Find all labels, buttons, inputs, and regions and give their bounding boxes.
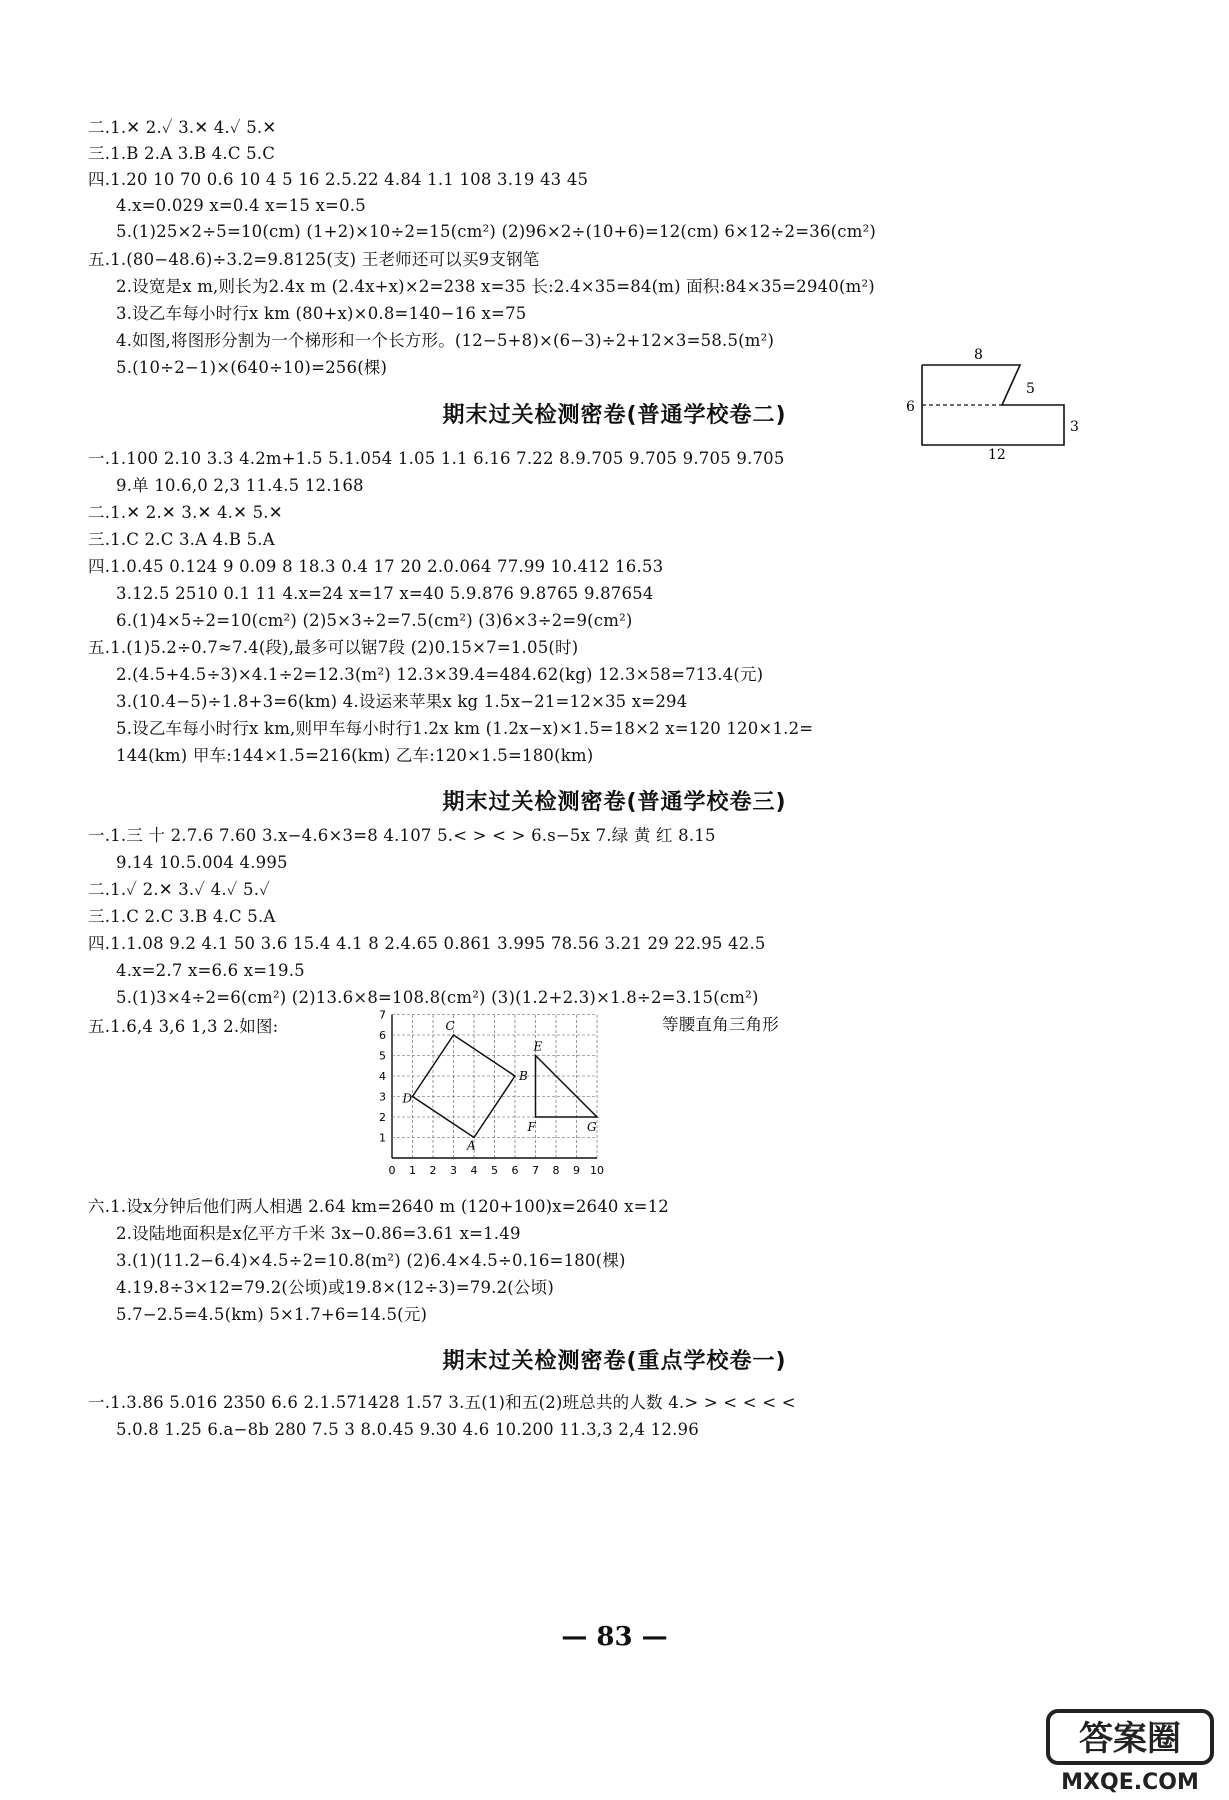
s1-line-7: 2.设宽是x m,则长为2.4x m (2.4x+x)×2=238 x=35 长:2.4×35=84(m) 面积:84×35=2940(m²)	[116, 277, 875, 296]
section-title-3: 期末过关检测密卷(普通学校卷三)	[442, 790, 787, 815]
s3-line-11: 3.(1)(11.2−6.4)×4.5÷2=10.8(m²) (2)6.4×4.5÷0.16=180(棵)	[116, 1251, 626, 1270]
s4-line-2: 5.0.8 1.25 6.a−8b 280 7.5 3 8.0.45 9.30 4.6 10.200 11.3,3 2,4 12.96	[116, 1420, 699, 1439]
point-label: E	[533, 1039, 543, 1054]
x-tick-label: 4	[470, 1164, 478, 1177]
y-tick-label: 5	[379, 1049, 386, 1063]
y-tick-label: 4	[379, 1070, 386, 1083]
x-tick-label: 3	[450, 1164, 457, 1177]
rectangle-abcd	[413, 1035, 516, 1138]
x-tick-label: 2	[429, 1164, 437, 1177]
watermark-logo	[1040, 1705, 1220, 1795]
coordinate-grid-figure	[368, 1010, 638, 1190]
x-tick-label: 8	[552, 1164, 560, 1177]
s1-line-9: 4.如图,将图形分割为一个梯形和一个长方形。(12−5+8)×(6−3)÷2+12×3=58.5(m²)	[116, 331, 775, 350]
x-tick-label: 5	[491, 1164, 498, 1177]
s3-figure-note: 等腰直角三角形	[662, 1015, 779, 1034]
s1-line-4: 4.x=0.029 x=0.4 x=15 x=0.5	[116, 196, 366, 215]
s3-line-8: 五.1.6,4 3,6 1,3 2.如图:	[88, 1017, 279, 1036]
fig-label-left: 6	[906, 399, 915, 415]
s1-line-1: 二.1.✕ 2.✓ 3.✕ 4.✓ 5.✕	[88, 118, 277, 137]
x-tick-label: 6	[511, 1164, 519, 1177]
x-tick-label: 0	[388, 1164, 396, 1177]
s3-line-4: 三.1.C 2.C 3.B 4.C 5.A	[88, 907, 276, 926]
watermark-top-text: 答案圈	[1079, 1719, 1181, 1759]
s3-line-13: 5.7−2.5=4.5(km) 5×1.7+6=14.5(元)	[116, 1305, 428, 1324]
y-tick-label: 7	[379, 1010, 386, 1022]
s2-line-12: 144(km) 甲车:144×1.5=216(km) 乙车:120×1.5=180(km)	[116, 746, 594, 765]
point-label: A	[467, 1138, 476, 1153]
s1-line-8: 3.设乙车每小时行x km (80+x)×0.8=140−16 x=75	[116, 304, 527, 323]
fig-label-bottom: 12	[988, 447, 1006, 460]
s2-line-4: 三.1.C 2.C 3.A 4.B 5.A	[88, 530, 275, 549]
watermark-bottom-text: MXQE.COM	[1061, 1770, 1199, 1795]
point-label: C	[445, 1019, 455, 1033]
s1-line-2: 三.1.B 2.A 3.B 4.C 5.C	[88, 144, 276, 163]
point-label: F	[527, 1120, 536, 1134]
s3-line-12: 4.19.8÷3×12=79.2(公顷)或19.8×(12÷3)=79.2(公顷)	[116, 1278, 554, 1297]
x-tick-label: 7	[532, 1164, 539, 1177]
section-title-2: 期末过关检测密卷(普通学校卷二)	[442, 403, 787, 428]
point-label: D	[402, 1091, 413, 1106]
s3-line-2: 9.14 10.5.004 4.995	[116, 853, 288, 872]
s2-line-7: 6.(1)4×5÷2=10(cm²) (2)5×3÷2=7.5(cm²) (3)6×3÷2=9(cm²)	[116, 611, 633, 630]
x-tick-label: 1	[409, 1164, 416, 1177]
section-title-4: 期末过关检测密卷(重点学校卷一)	[442, 1349, 787, 1374]
s3-line-1: 一.1.三 十 2.7.6 7.60 3.x−4.6×3=8 4.107 5.< > < > 6.s−5x 7.绿 黄 红 8.15	[88, 826, 716, 845]
y-tick-label: 6	[379, 1029, 386, 1042]
s2-line-5: 四.1.0.45 0.124 9 0.09 8 18.3 0.4 17 20 2.0.064 77.99 10.412 16.53	[88, 557, 664, 576]
x-tick-label: 10	[590, 1164, 604, 1177]
point-label: B	[519, 1069, 528, 1083]
s2-line-1: 一.1.100 2.10 3.3 4.2m+1.5 5.1.05̇4̇ 1.05 1.1 6.16 7.22 8.9.705 9.70̇5̇ 9.705 9.7̇05̇	[88, 449, 785, 468]
s2-line-10: 3.(10.4−5)÷1.8+3=6(km) 4.设运来苹果x kg 1.5x−21=12×35 x=294	[116, 692, 688, 711]
fig-label-slant: 5	[1026, 381, 1035, 397]
s2-line-3: 二.1.✕ 2.✕ 3.✕ 4.✕ 5.✕	[88, 503, 283, 522]
s2-line-8: 五.1.(1)5.2÷0.7≈7.4(段),最多可以锯7段 (2)0.15×7=1.05(时)	[88, 638, 579, 657]
s3-line-6: 4.x=2.7 x=6.6 x=19.5	[116, 961, 305, 980]
s3-line-7: 5.(1)3×4÷2=6(cm²) (2)13.6×8=108.8(cm²) (3)(1.2+2.3)×1.8÷2=3.15(cm²)	[116, 988, 759, 1007]
s3-line-5: 四.1.1.08 9.2 4.1 50 3.6 15.4 4.1 8 2.4.65 0.861 3.995 78.56 3.21 29 22.95 42.5	[88, 934, 766, 953]
triangle-efg	[536, 1056, 598, 1118]
s1-line-10: 5.(10÷2−1)×(640÷10)=256(棵)	[116, 358, 388, 377]
s1-line-5: 5.(1)25×2÷5=10(cm) (1+2)×10÷2=15(cm²) (2)96×2÷(10+6)=12(cm) 6×12÷2=36(cm²)	[116, 222, 877, 241]
s2-line-9: 2.(4.5+4.5÷3)×4.1÷2=12.3(m²) 12.3×39.4=484.62(kg) 12.3×58=713.4(元)	[116, 665, 764, 684]
s2-line-6: 3.12.5 2510 0.1 11 4.x=24 x=17 x=40 5.9.876 9.8765 9.87654	[116, 584, 654, 603]
s2-line-11: 5.设乙车每小时行x km,则甲车每小时行1.2x km (1.2x−x)×1.5=18×2 x=120 120×1.2=	[116, 719, 814, 738]
s3-line-9: 六.1.设x分钟后他们两人相遇 2.64 km=2640 m (120+100)x=2640 x=12	[88, 1197, 669, 1216]
point-label: G	[587, 1120, 597, 1134]
y-tick-label: 2	[379, 1111, 386, 1124]
s4-line-1: 一.1.3.86 5.016 2350 6.6 2.1.5̇71428̇ 1.57 3.五(1)和五(2)班总共的人数 4.> > < < < <	[88, 1393, 796, 1412]
y-tick-label: 3	[379, 1090, 386, 1104]
fig-label-top: 8	[974, 347, 983, 363]
page-number: — 83 —	[561, 1622, 668, 1652]
y-tick-label: 1	[379, 1131, 386, 1145]
s3-line-3: 二.1.✓ 2.✕ 3.✓ 4.✓ 5.✓	[88, 880, 271, 899]
s1-line-6: 五.1.(80−48.6)÷3.2=9.8125(支) 王老师还可以买9支钢笔	[88, 250, 540, 269]
fig-label-right: 3	[1070, 419, 1079, 435]
x-tick-label: 9	[573, 1164, 580, 1177]
s3-line-10: 2.设陆地面积是x亿平方千米 3x−0.86=3.61 x=1.49	[116, 1224, 521, 1243]
s1-line-3: 四.1.20 10 70 0.6 10 4 5 16 2.5.22 4.84 1.1 108 3.19 43 45	[88, 170, 589, 189]
s2-line-2: 9.单 10.6,0 2,3 11.4.5 12.168	[116, 476, 364, 495]
